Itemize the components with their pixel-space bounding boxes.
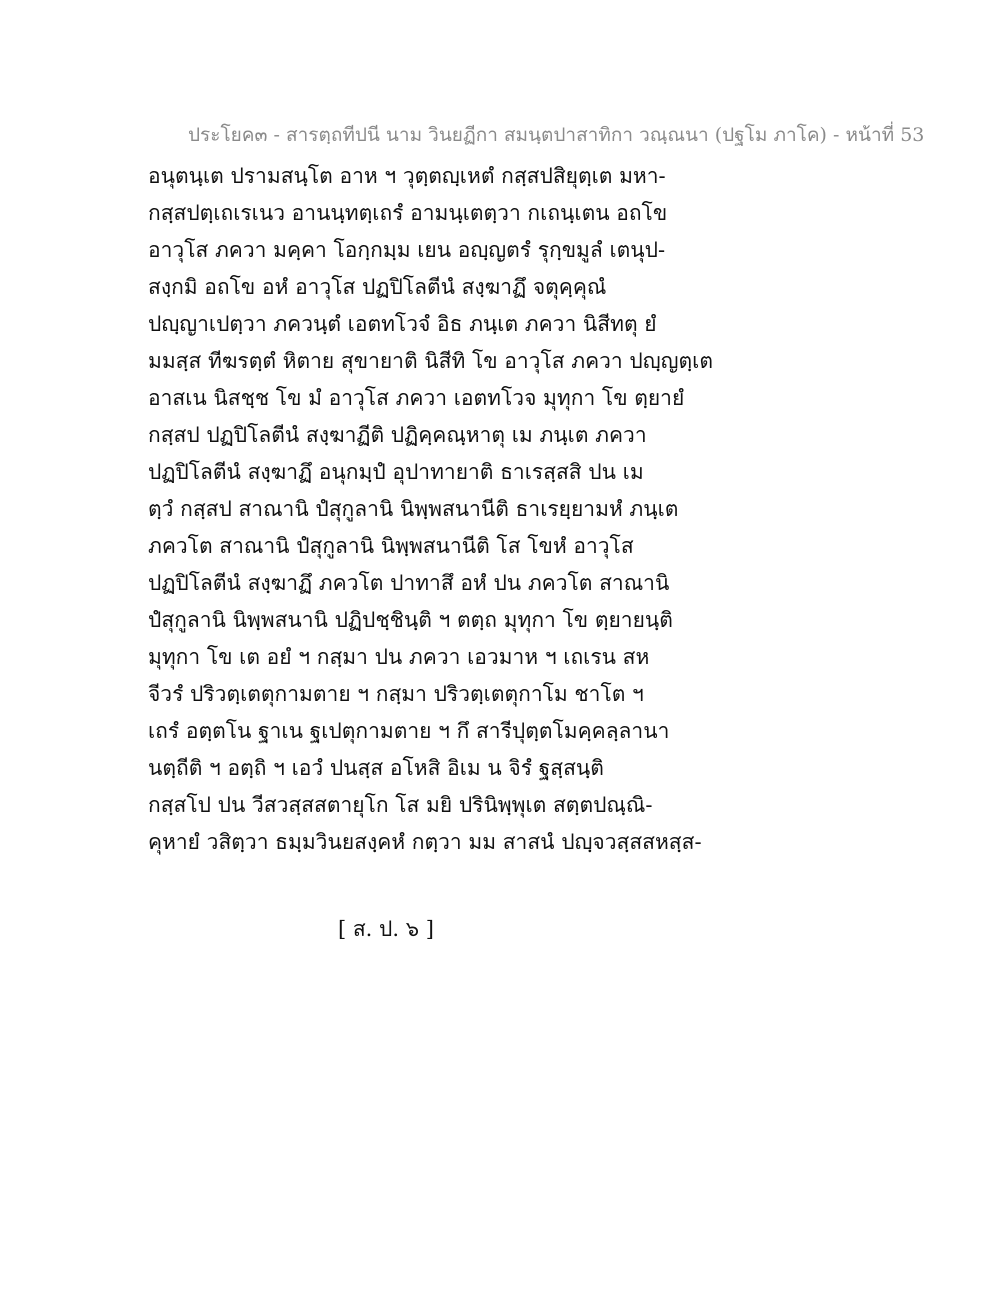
text-line: อนุตนฺเต ปรามสนฺโต อาห ฯ วุตฺตญฺเหตํ กสฺสปสิยุตฺเต มหา- [148,164,666,188]
text-line: อาวุโส ภควา มคฺคา โอกฺกมฺม เยน อญฺญตรํ รุกฺขมูลํ เตนุป- [148,238,666,262]
text-line: มมสฺส ทีฆรตฺตํ หิตาย สุขายาติ นิสีทิ โข อาวุโส ภควา ปญฺญตฺเต [148,349,713,373]
body-text [148,158,713,861]
text-line: ภควโต สาณานิ ปํสุกูลานิ นิพฺพสนานีติ โส โขหํ อาวุโส [148,534,634,558]
text-line: กสฺสปตฺเถเรเนว อานนฺทตฺเถรํ อามนฺเตตฺวา กเถนฺเตน อถโข [148,201,668,225]
text-line: กสฺสป ปฏปิโลตีนํ สงฺฆาฏีติ ปฏิคฺคณฺหาตุ เม ภนฺเต ภควา [148,423,647,447]
text-line: มุทุกา โข เต อยํ ฯ กสฺมา ปน ภควา เอวมาห ฯ เถเรน สห [148,645,650,669]
text-line: ปญฺญาเปตฺวา ภควนฺตํ เอตทโวจํ อิธ ภนฺเต ภควา นิสีทตุ ยํ [148,312,657,336]
text-line: ปฏปิโลตีนํ สงฺฆาฏึ ภควโต ปาทาสึ อหํ ปน ภควโต สาณานิ [148,571,670,595]
text-line: ปฏปิโลตีนํ สงฺฆาฏึ อนุกมฺปํ อุปาทายาติ ธาเรสฺสสิ ปน เม [148,460,644,484]
text-line: อาสเน นิสชฺช โข มํ อาวุโส ภควา เอตทโวจ มุทุกา โข ตฺยายํ [148,386,685,410]
running-header: ประโยค๓ - สารตฺถทีปนี นาม วินยฏีกา สมนฺตปาสาทิกา วณฺณนา (ปฐโม ภาโค) - หน้าที่ 53 [188,124,925,146]
signature-mark: [ ส. ป. ๖ ] [338,917,434,941]
text-line: จีวรํ ปริวตฺเตตุกามตาย ฯ กสฺมา ปริวตฺเตตุกาโม ชาโต ฯ [148,682,644,706]
text-line: ปํสุกูลานิ นิพฺพสนานิ ปฏิปชฺชินฺติ ฯ ตตฺถ มุทุกา โข ตฺยายนฺติ [148,608,673,632]
text-line: สงฺกมิ อถโข อหํ อาวุโส ปฏปิโลตีนํ สงฺฆาฏึ จตุคฺคุณํ [148,275,607,299]
text-line: ตฺวํ กสฺสป สาณานิ ปํสุกูลานิ นิพฺพสนานีติ ธาเรยฺยามหํ ภนฺเต [148,497,679,521]
text-line: คุหายํ วสิตฺวา ธมฺมวินยสงฺคหํ กตฺวา มม สาสนํ ปญฺจวสฺสสหสฺส- [148,830,702,854]
text-line: นตฺถีติ ฯ อตฺถิ ฯ เอวํ ปนสฺส อโหสิ อิเม น จิรํ ฐสฺสนฺติ [148,756,604,780]
text-line: กสฺสโป ปน วีสวสฺสสตายุโก โส มยิ ปรินิพฺพุเต สตฺตปณฺณิ- [148,793,653,817]
text-line: เถรํ อตฺตโน ฐาเน ฐเปตุกามตาย ฯ กึ สารีปุตฺตโมคฺคลฺลานา [148,719,670,743]
